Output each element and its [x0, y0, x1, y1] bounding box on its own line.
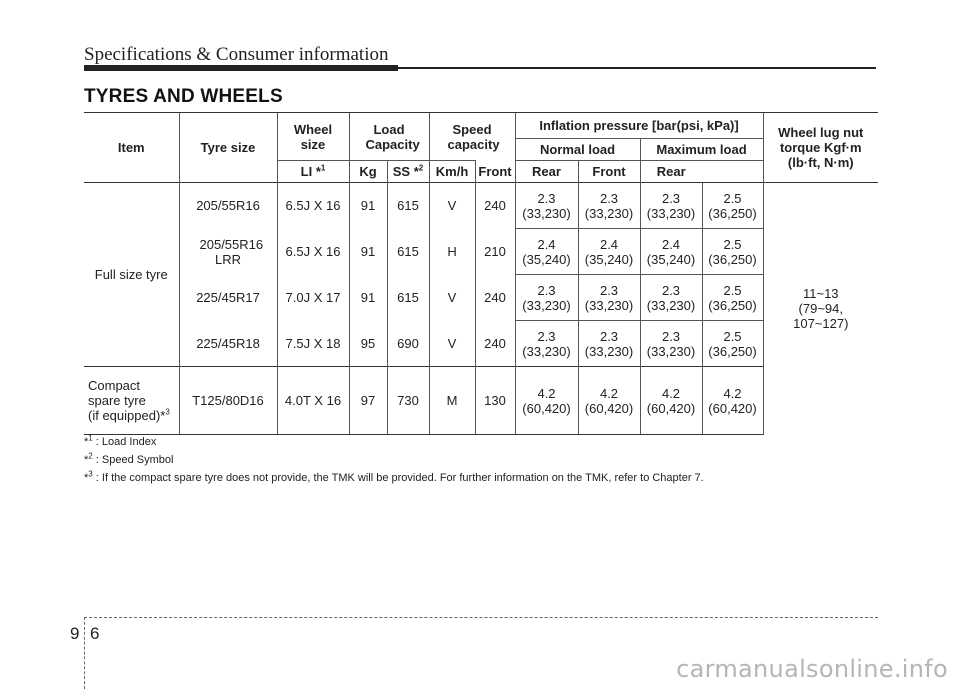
wheel-size-cell: 6.5J X 16: [277, 183, 349, 229]
header-li: LI *$^1$: [277, 161, 349, 183]
page-number: 6: [90, 624, 100, 643]
max-rear-cell: 2.5 (36,250): [702, 321, 763, 367]
tyre-size-cell: 205/55R16 LRR: [179, 229, 277, 275]
footer-divider: [84, 617, 85, 689]
kmh-cell: 240: [475, 321, 515, 367]
header-load-capacity: Load Capacity: [349, 113, 429, 161]
max-rear-cell: 2.5 (36,250): [702, 275, 763, 321]
li-cell: 97: [349, 367, 387, 435]
header-rule: [84, 67, 876, 69]
header-speed-capacity: Speed capacity: [429, 113, 515, 161]
header-max-front: Front: [578, 161, 640, 183]
ss-cell: M: [429, 367, 475, 435]
max-rear-cell: 2.5 (36,250): [702, 229, 763, 275]
chapter-number: 9: [70, 624, 80, 643]
max-rear-cell: 4.2 (60,420): [702, 367, 763, 435]
header-inflation-pressure: Inflation pressure [bar(psi, kPa)]: [515, 113, 763, 139]
table-row: [84, 229, 878, 275]
header-normal-front: Front: [475, 161, 515, 183]
kmh-cell: 240: [475, 275, 515, 321]
ss-cell: V: [429, 321, 475, 367]
wheel-size-cell: 6.5J X 16: [277, 229, 349, 275]
page-header-title: Specifications & Consumer information: [84, 44, 389, 65]
lug-nut-torque-value: 11~13 (79~94, 107~127): [763, 183, 878, 435]
header-wheel-lug-nut: Wheel lug nut torque Kgf·m (lb·ft, N·m): [763, 113, 878, 183]
normal-rear-cell: 2.3 (33,230): [578, 183, 640, 229]
tyre-size-cell: 205/55R16: [179, 183, 277, 229]
tyre-size-cell: 225/45R18: [179, 321, 277, 367]
kg-cell: 615: [387, 183, 429, 229]
normal-rear-cell: 2.4 (35,240): [578, 229, 640, 275]
max-rear-cell: 2.5 (36,250): [702, 183, 763, 229]
normal-front-cell: 2.3 (33,230): [515, 321, 578, 367]
normal-front-cell: 2.4 (35,240): [515, 229, 578, 275]
li-cell: 91: [349, 183, 387, 229]
wheel-size-cell: 7.0J X 17: [277, 275, 349, 321]
tyre-size-cell: T125/80D16: [179, 367, 277, 435]
ss-cell: V: [429, 275, 475, 321]
tyre-size-cell: 225/45R17: [179, 275, 277, 321]
max-front-cell: 2.3 (33,230): [640, 321, 702, 367]
section-title: TYRES AND WHEELS: [84, 86, 283, 107]
max-front-cell: 4.2 (60,420): [640, 367, 702, 435]
header-item: Item: [84, 113, 179, 183]
kmh-cell: 240: [475, 183, 515, 229]
footnotes: [84, 433, 704, 487]
header-maximum-load: Maximum load: [640, 139, 763, 161]
header-max-rear: Rear: [640, 161, 702, 183]
li-cell: 91: [349, 275, 387, 321]
normal-rear-cell: 2.3 (33,230): [578, 275, 640, 321]
header-ss: SS *$^2$: [387, 161, 429, 183]
footnote-speed-symbol: *$^2$ : Speed Symbol: [84, 451, 174, 466]
table-row: [84, 321, 878, 367]
table-row: [84, 367, 878, 435]
kg-cell: 730: [387, 367, 429, 435]
full-size-tyre-label: Full size tyre: [84, 183, 179, 367]
kg-cell: 690: [387, 321, 429, 367]
kg-cell: 615: [387, 229, 429, 275]
table-row: [84, 183, 878, 229]
normal-front-cell: 2.3 (33,230): [515, 275, 578, 321]
normal-front-cell: 2.3 (33,230): [515, 183, 578, 229]
wheel-size-cell: 7.5J X 18: [277, 321, 349, 367]
max-front-cell: 2.4 (35,240): [640, 229, 702, 275]
li-cell: 91: [349, 229, 387, 275]
header-wheel-size: Wheel size: [277, 113, 349, 161]
footer-rule: [84, 617, 878, 618]
tyre-spec-table: [84, 112, 878, 435]
max-front-cell: 2.3 (33,230): [640, 183, 702, 229]
li-cell: 95: [349, 321, 387, 367]
compact-spare-label: Compact spare tyre (if equipped)*$^3$: [84, 367, 179, 435]
footnote-compact-spare: *$^3$ : If the compact spare tyre does not provide, the TMK will be provided. For further information on the TMK, refer to Chapter 7.: [84, 469, 704, 484]
kmh-cell: 210: [475, 229, 515, 275]
header-normal-load: Normal load: [515, 139, 640, 161]
normal-rear-cell: 4.2 (60,420): [578, 367, 640, 435]
wheel-size-cell: 4.0T X 16: [277, 367, 349, 435]
header-tyre-size: Tyre size: [179, 113, 277, 183]
normal-front-cell: 4.2 (60,420): [515, 367, 578, 435]
header-kmh: Km/h: [429, 161, 475, 183]
header-normal-rear: Rear: [515, 161, 578, 183]
kmh-cell: 130: [475, 367, 515, 435]
max-front-cell: 2.3 (33,230): [640, 275, 702, 321]
footnote-load-index: *$^1$ : Load Index: [84, 433, 157, 448]
header-kg: Kg: [349, 161, 387, 183]
kg-cell: 615: [387, 275, 429, 321]
watermark-text: carmanualsonline.info: [676, 655, 948, 683]
normal-rear-cell: 2.3 (33,230): [578, 321, 640, 367]
ss-cell: V: [429, 183, 475, 229]
ss-cell: H: [429, 229, 475, 275]
table-row: [84, 275, 878, 321]
